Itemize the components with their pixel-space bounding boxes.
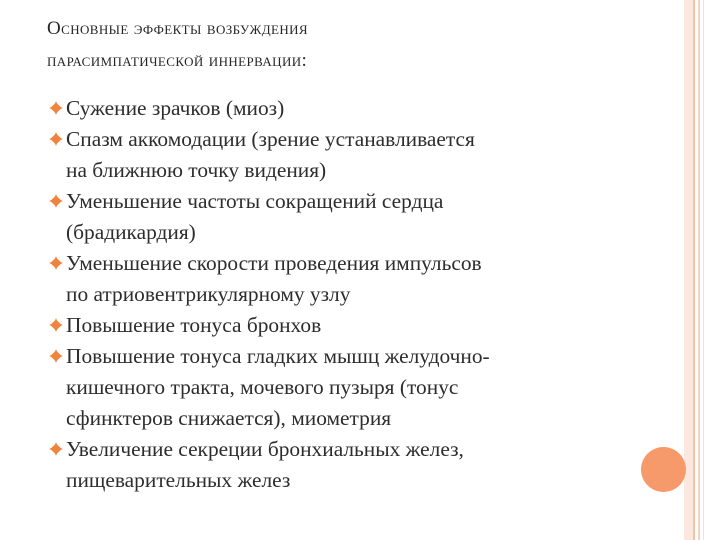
list-item-text: Повышение тонуса гладких мышц желудочно- <box>66 344 490 368</box>
orange-diamond-star-icon <box>49 194 63 208</box>
slide-title-line: парасимпатической иннервации: <box>47 50 308 71</box>
orange-diamond-star-icon <box>49 442 63 456</box>
list-item-text: пищеварительных желез <box>66 468 291 492</box>
list-item-text: сфинктеров снижается), миометрия <box>66 406 392 430</box>
decorative-frame-line <box>703 0 704 540</box>
list-item <box>49 186 659 248</box>
list-item <box>49 248 659 310</box>
orange-diamond-star-icon <box>49 318 63 332</box>
orange-diamond-star-icon <box>49 256 63 270</box>
effects-list <box>49 93 659 496</box>
decorative-frame <box>684 0 693 540</box>
decorative-frame-line <box>693 0 695 540</box>
list-item <box>49 434 659 496</box>
list-item <box>49 93 659 124</box>
list-item <box>49 310 659 341</box>
list-item-text: кишечного тракта, мочевого пузыря (тонус <box>66 375 459 399</box>
decorative-frame-line <box>698 0 700 540</box>
list-item-text: Уменьшение скорости проведения импульсов <box>66 251 482 275</box>
list-item-text: по атриовентрикулярному узлу <box>66 282 351 306</box>
slide-title <box>47 13 657 77</box>
list-item-text: Повышение тонуса бронхов <box>66 313 322 337</box>
list-item-text: на ближнюю точку видения) <box>66 158 327 182</box>
list-item-text: Уменьшение частоты сокращений сердца <box>66 189 444 213</box>
list-item-text: (брадикардия) <box>66 220 196 244</box>
orange-diamond-star-icon <box>49 101 63 115</box>
orange-diamond-star-icon <box>49 349 63 363</box>
orange-diamond-star-icon <box>49 132 63 146</box>
list-item <box>49 124 659 186</box>
list-item-text: Спазм аккомодации (зрение устанавливается <box>66 127 475 151</box>
slide-title-line: Основные эффекты возбуждения <box>47 18 308 39</box>
list-item <box>49 341 659 434</box>
list-item-text: Сужение зрачков (миоз) <box>66 96 285 120</box>
list-item-text: Увеличение секреции бронхиальных желез, <box>66 437 464 461</box>
